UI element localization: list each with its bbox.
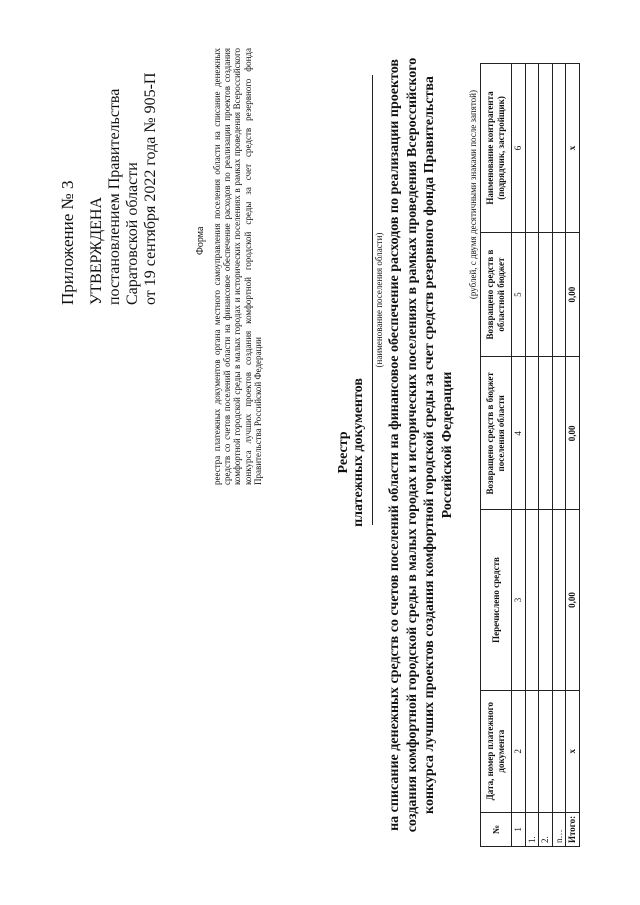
register-title: Реестр — [336, 431, 351, 474]
table-cell — [539, 357, 553, 510]
table-cell — [552, 232, 566, 356]
total-cell: 0,00 — [566, 357, 580, 510]
form-description: реестра платежных документов органа местного самоуправления поселения области на списание денежных средств со счетов поселений области на финансовое обеспечение расходов по реализации проектов создания комфортной городской среды в малых городах и исторических поселениях в рамках проведения Всероссийского конкурса лучших проектов создания комфортной городской среды за счет средств резервного фонда Правительства Российской Федерации — [212, 48, 263, 485]
column-header: Возвращено средств в бюджет поселения области — [481, 357, 512, 510]
table-cell — [552, 510, 566, 690]
table-row — [525, 64, 539, 847]
column-number: 5 — [512, 232, 526, 356]
column-header: Возвращено средств в областной бюджет — [481, 232, 512, 356]
table-cell — [525, 64, 539, 233]
table-cell — [525, 510, 539, 690]
table-cell — [539, 64, 553, 233]
form-label: Форма — [195, 226, 206, 255]
table-cell — [539, 690, 553, 812]
table-cell: 2. — [539, 812, 553, 846]
table-header-row — [481, 64, 512, 847]
payment-register-table — [480, 63, 580, 847]
total-cell: 0,00 — [566, 232, 580, 356]
column-number: 3 — [512, 510, 526, 690]
column-header: № — [481, 812, 512, 846]
organization-name-line — [372, 75, 373, 525]
approval-line: постановлением Правительства — [106, 88, 123, 305]
total-cell: х — [566, 690, 580, 812]
column-number: 2 — [512, 690, 526, 812]
column-number-row — [512, 64, 526, 847]
approval-line: УТВЕРЖДЕНА — [88, 196, 105, 305]
column-number: 4 — [512, 357, 526, 510]
table-row — [552, 64, 566, 847]
appendix-number: Приложение № 3 — [58, 180, 77, 305]
total-cell: х — [566, 64, 580, 233]
total-label: Итого: — [566, 812, 580, 846]
column-header: Дата, номер платежного документа — [481, 690, 512, 812]
table-cell — [525, 232, 539, 356]
table-cell: n… — [552, 812, 566, 846]
table-cell — [539, 510, 553, 690]
table-cell — [552, 357, 566, 510]
column-number: 1 — [512, 812, 526, 846]
table-row — [539, 64, 553, 847]
organization-caption: (наименование поселения области) — [374, 232, 384, 368]
table-cell — [525, 357, 539, 510]
table-cell — [525, 690, 539, 812]
column-number: 6 — [512, 64, 526, 233]
column-header: Перечислено средств — [481, 510, 512, 690]
register-purpose: на списание денежных средств со счетов поселений области на финансовое обеспечение расходов по реализации проектов создания комфортной городской среды в малых городах и исторических поселениях в рамках проведения Всероссийского конкурса лучших проектов создания комфортной городской среды за счет средств резервного фонда Правительства Российской Федерации — [387, 57, 455, 833]
approval-line: Саратовской области — [124, 162, 141, 305]
table-cell: 1. — [525, 812, 539, 846]
approval-line: от 19 сентября 2022 года № 905-П — [142, 72, 159, 305]
table-cell — [539, 232, 553, 356]
total-row — [566, 64, 580, 847]
units-note: (рублей, с двумя десятичными знаками после запятой) — [468, 90, 478, 300]
total-cell: 0,00 — [566, 510, 580, 690]
table-cell — [552, 64, 566, 233]
register-subtitle: платежных документов — [351, 378, 366, 527]
approval-block — [88, 73, 160, 305]
column-header: Наименование контрагента (подрядчик, застройщик) — [481, 64, 512, 233]
table-cell — [552, 690, 566, 812]
